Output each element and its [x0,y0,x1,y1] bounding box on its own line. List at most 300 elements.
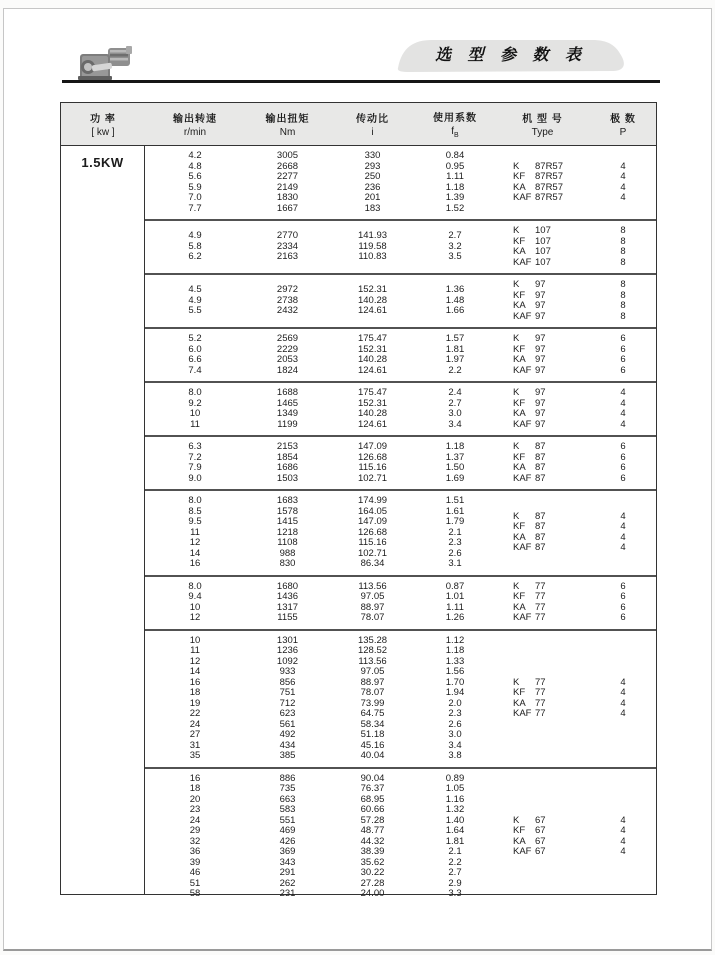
service-factor-value: 2.2 [448,364,462,376]
col-service-factor [415,334,495,376]
service-factor-value: 3.1 [448,558,462,569]
torque-value: 583 [279,804,296,815]
header-label-zh: 使用系数 [433,113,477,124]
speed-value: 11 [190,645,200,656]
model-size: 107 [535,246,551,257]
col-ratio [330,280,415,322]
poles-value: 6 [620,472,626,484]
model-size: 87 [535,521,546,533]
header-label-zh: 传动比 [356,114,389,125]
torque-value: 262 [279,877,296,889]
model-prefix: K [513,580,520,592]
poles-value: 4 [620,192,626,203]
speed-value: 12 [189,612,201,623]
speed-value: 39 [189,856,201,868]
poles-value: 6 [620,333,626,344]
ratio-value: 126.68 [357,526,388,538]
service-factor-value: 1.36 [445,284,465,296]
ratio-value: 152.31 [357,284,388,296]
speed-value: 35 [189,750,201,761]
service-factor-value: 1.81 [445,835,465,847]
torque-value: 1155 [277,612,298,623]
torque-value: 1688 [276,387,299,398]
model-prefix: KAF [513,192,532,203]
ratio-group-row [145,329,656,383]
ratio-group-row [145,631,656,769]
model-prefix: K [513,225,520,236]
torque-value: 1218 [276,526,299,538]
header-col-torque [245,103,330,145]
ratio-value: 124.61 [357,418,388,430]
torque-value: 426 [279,835,296,847]
header-col-type [495,103,590,145]
model-size: 77 [535,580,546,592]
model-prefix: K [513,676,520,688]
model-prefix: K [513,510,520,522]
poles-value: 8 [620,279,626,290]
speed-value: 8.0 [188,387,202,398]
speed-value: 8.5 [188,505,202,517]
col-ratio [330,334,415,376]
model-size: 77 [535,676,546,688]
torque-value: 1680 [276,580,299,592]
service-factor-value: 2.9 [448,877,462,889]
ratio-value: 102.71 [357,547,388,559]
torque-value: 886 [279,772,296,784]
model-size: 87R57 [535,192,563,203]
service-factor-value: 1.94 [445,687,465,698]
header-unit: P [619,127,627,138]
col-poles [590,280,656,322]
model-prefix: KAF [513,256,532,268]
poles-value: 4 [620,687,626,698]
ratio-value: 250 [364,171,381,182]
service-factor-value: 2.7 [448,867,462,878]
model-size: 87R57 [535,171,563,182]
speed-value: 32 [189,835,201,847]
speed-value: 14 [189,547,201,559]
service-factor-value: 1.11 [446,601,464,613]
model-prefix: KF [513,289,526,301]
poles-value: 6 [620,580,626,592]
speed-value: 20 [189,793,201,805]
poles-value: 4 [620,181,626,193]
model-type-value [495,474,590,485]
speed-value: 6.0 [188,343,202,355]
col-model-type [495,226,590,268]
ratio-value: 128.52 [357,645,388,656]
col-torque [245,636,330,762]
model-prefix: KA [513,181,526,193]
service-factor-value: 2.2 [448,856,462,868]
model-size: 87 [535,462,546,473]
speed-value: 10 [189,634,201,646]
speed-value: 9.2 [188,397,202,409]
col-speed [145,636,245,762]
ratio-value: 102.71 [357,472,388,484]
col-speed [145,226,245,268]
ratio-value: 30.22 [360,867,385,878]
speed-value: 11 [190,526,200,538]
ratio-group-row [145,275,656,329]
poles-value: 8 [620,310,626,322]
col-model-type [495,388,590,430]
power-value: 1.5KW [81,155,124,170]
speed-value: 14 [189,666,201,677]
header-col-ratio [330,103,415,145]
poles-value: 4 [620,397,626,409]
power-cell [61,146,145,894]
ratio-value: 115.16 [358,462,387,473]
ratio-value: 86.34 [360,558,385,569]
poles-value: 4 [620,697,626,709]
model-size: 97 [535,310,546,322]
poles-value: 4 [620,418,626,430]
ratio-value: 141.93 [357,230,388,242]
torque-value: 1854 [276,451,299,463]
service-factor-value: 2.6 [448,547,462,559]
ratio-value: 140.28 [357,294,388,306]
ratio-value: 174.99 [357,495,388,506]
service-factor-value: 0.89 [445,772,465,784]
model-size: 97 [535,300,546,311]
service-factor-value: 1.57 [445,333,465,344]
speed-value: 8.0 [188,495,202,506]
service-factor-value: 2.1 [448,846,462,857]
poles-value: 6 [620,612,626,623]
torque-value: 2569 [276,333,299,344]
col-model-type [495,636,590,762]
col-torque [245,151,330,214]
model-prefix: KF [513,451,526,463]
col-speed [145,442,245,484]
col-poles [590,636,656,762]
speed-value: 5.5 [188,305,202,317]
ratio-value: 44.32 [360,835,385,847]
torque-value: 291 [279,867,296,878]
service-factor-value: 3.0 [448,729,462,740]
model-size: 87 [535,542,546,554]
torque-value: 1108 [277,537,298,548]
header-col-power [61,103,145,145]
speed-value: 6.2 [188,251,202,263]
speed-value: 31 [189,739,201,751]
service-factor-value: 1.79 [445,516,465,527]
speed-value: 24 [189,814,201,826]
poles-value: 8 [620,246,626,257]
model-prefix: KA [513,697,526,709]
torque-value: 469 [279,825,296,836]
ratio-value: 164.05 [357,505,388,517]
model-size: 97 [535,279,546,290]
header-unit: $f_B$ [451,126,459,139]
torque-value: 1317 [276,601,299,613]
service-factor-value: 1.64 [445,825,465,836]
col-model-type [495,151,590,214]
service-factor-value: 1.50 [445,462,465,473]
speed-value: 5.9 [188,181,202,193]
model-size: 67 [535,825,546,836]
ratio-group-row [145,146,656,221]
model-prefix: KF [513,235,526,247]
poles-value: 6 [620,441,626,452]
torque-value: 231 [279,888,296,899]
service-factor-value: 3.4 [448,418,462,430]
model-prefix: KAF [513,846,532,857]
speed-value: 7.9 [188,462,202,473]
ratio-value: 90.04 [360,772,385,784]
model-prefix: KF [513,343,526,355]
ratio-group-row [145,383,656,437]
model-prefix: KAF [513,310,532,322]
model-size: 77 [535,591,546,602]
torque-value: 2229 [276,343,299,355]
poles-value: 4 [620,708,626,719]
ratio-value: 124.61 [357,364,388,376]
model-type-value [495,613,590,624]
speed-value: 24 [189,718,201,730]
col-service-factor [415,774,495,900]
ratio-group-row [145,769,656,905]
col-model-type [495,496,590,570]
speed-value: 12 [189,537,201,548]
col-service-factor [415,388,495,430]
torque-value: 1415 [276,516,299,527]
ratio-value: 76.37 [360,783,385,794]
header-col-speed [145,103,245,145]
col-poles [590,774,656,900]
model-prefix: KF [513,687,526,698]
speed-value: 16 [189,676,201,688]
model-size: 97 [535,387,546,398]
torque-value: 1465 [276,397,299,409]
ratio-value: 124.61 [357,305,388,317]
model-prefix: KF [513,397,526,409]
speed-value: 58 [189,888,201,899]
ratio-value: 183 [364,202,381,214]
speed-value: 27 [189,729,201,740]
header-rule [62,80,660,83]
header-col-poles [590,103,656,145]
service-factor-value: 0.95 [445,160,465,172]
ratio-value: 40.04 [360,750,385,761]
model-prefix: KAF [513,418,532,430]
service-factor-value: 1.48 [445,294,465,306]
model-prefix: KA [513,246,526,257]
model-type-value [495,312,590,323]
model-size: 97 [535,418,546,430]
ratio-value: 97.05 [360,591,385,602]
poles-value: 4 [620,171,626,182]
col-torque [245,388,330,430]
service-factor-value: 1.33 [445,655,465,667]
model-size: 67 [535,835,546,847]
header-label-zh: 极 数 [610,114,636,125]
torque-value: 561 [279,718,296,730]
service-factor-value: 1.51 [445,495,465,506]
model-size: 97 [535,408,546,419]
model-size: 87 [535,441,546,452]
speed-value: 4.8 [188,160,202,172]
ratio-value: 88.97 [360,676,385,688]
ratio-value: 97.05 [360,666,385,677]
poles-value: 4 [620,387,626,398]
col-model-type [495,442,590,484]
col-speed [145,334,245,376]
ratio-value: 78.07 [360,612,385,623]
speed-value: 10 [189,601,201,613]
col-service-factor [415,636,495,762]
model-size: 77 [535,687,546,698]
col-torque [245,226,330,268]
ratio-value: 147.09 [357,516,388,527]
speed-value: 11 [190,418,200,430]
model-size: 87 [535,531,546,543]
model-prefix: KA [513,531,526,543]
model-prefix: KF [513,171,526,182]
model-prefix: KA [513,835,526,847]
service-factor-value: 2.1 [448,526,462,538]
service-factor-value: 0.84 [445,150,465,161]
speed-value: 12 [189,655,201,667]
header-unit: Type [531,127,554,138]
speed-value: 19 [189,697,201,709]
service-factor-value: 1.52 [445,202,465,214]
ratio-value: 152.31 [357,343,388,355]
ratio-group-row [145,577,656,631]
torque-value: 551 [279,814,296,826]
model-prefix: KA [513,462,526,473]
service-factor-value: 2.6 [448,718,462,730]
speed-value: 23 [189,804,201,815]
col-service-factor [415,496,495,570]
torque-value: 369 [279,846,296,857]
service-factor-value: 1.97 [445,354,465,365]
service-factor-value: 1.05 [445,783,465,794]
model-prefix: K [513,387,520,398]
ratio-value: 135.28 [357,634,388,646]
torque-value: 1092 [276,655,299,667]
torque-value: 1236 [276,645,299,656]
torque-value: 988 [279,547,296,559]
poles-value: 6 [620,354,626,365]
service-factor-value: 1.40 [445,814,465,826]
ratio-value: 293 [364,160,381,172]
poles-value: 4 [620,814,626,826]
ratio-value: 175.47 [357,333,388,344]
col-torque [245,774,330,900]
ratio-value: 140.28 [357,354,388,365]
header-unit: [ kw ] [91,127,115,138]
torque-value: 2053 [276,354,299,365]
ratio-value: 48.77 [360,825,385,836]
poles-value: 8 [620,235,626,247]
ratio-value: 147.09 [357,441,388,452]
ratio-value: 35.62 [360,856,385,868]
model-type-value [495,193,590,204]
col-poles [590,442,656,484]
ratio-value: 236 [364,181,381,193]
poles-value: 6 [620,451,626,463]
poles-value: 4 [620,846,626,857]
speed-value: 18 [189,783,201,794]
col-poles [590,496,656,570]
model-size: 77 [535,708,546,719]
col-model-type [495,334,590,376]
col-poles [590,226,656,268]
model-type-value [495,366,590,377]
poles-value: 4 [620,408,626,419]
torque-value: 1683 [276,495,299,506]
service-factor-value: 3.8 [448,750,462,761]
model-prefix: KAF [513,364,532,376]
service-factor-value: 3.2 [448,240,462,252]
speed-value: 4.9 [188,230,202,242]
torque-value: 623 [279,708,296,719]
ratio-value: 68.95 [360,793,385,805]
col-model-type [495,774,590,900]
torque-value: 751 [279,687,296,698]
ratio-value: 64.75 [360,708,385,719]
ratio-value: 113.56 [358,655,387,667]
ratio-value: 27.28 [360,877,385,889]
speed-value: 51 [189,877,201,889]
col-service-factor [415,280,495,322]
speed-value: 7.4 [188,364,202,376]
model-size: 67 [535,814,546,826]
ratio-value: 24.00 [360,888,385,899]
service-factor-value: 1.56 [445,666,465,677]
torque-value: 434 [279,739,296,751]
service-factor-value: 1.01 [445,591,465,602]
poles-value: 8 [620,289,626,301]
service-factor-value: 1.18 [445,181,465,193]
torque-value: 1436 [276,591,299,602]
torque-value: 856 [279,676,296,688]
torque-value: 2770 [276,230,299,242]
torque-value: 735 [279,783,296,794]
header-col-fb [415,103,495,145]
model-prefix: KA [513,601,526,613]
service-factor-value: 0.87 [445,580,465,592]
service-factor-value: 1.12 [445,634,465,646]
service-factor-value: 1.39 [445,192,465,203]
service-factor-value: 1.18 [445,645,465,656]
ratio-value: 51.18 [360,729,385,740]
header-label-zh: 输出转速 [173,114,217,125]
model-prefix: KA [513,300,526,311]
ratio-value: 113.56 [358,580,387,592]
model-type-value [495,847,590,858]
table-header [61,103,656,146]
service-factor-value: 1.70 [445,676,465,688]
torque-value: 1199 [277,418,298,430]
poles-value: 6 [620,343,626,355]
col-poles [590,582,656,624]
col-ratio [330,582,415,624]
speed-value: 9.5 [188,516,202,527]
poles-value: 4 [620,510,626,522]
service-factor-value: 2.4 [448,387,462,398]
col-speed [145,496,245,570]
torque-value: 2738 [276,294,299,306]
page-title-banner [394,35,628,75]
ratio-value: 119.58 [358,240,387,252]
torque-value: 385 [279,750,296,761]
speed-value: 4.5 [188,284,202,296]
poles-value: 6 [620,364,626,376]
model-size: 107 [535,235,551,247]
